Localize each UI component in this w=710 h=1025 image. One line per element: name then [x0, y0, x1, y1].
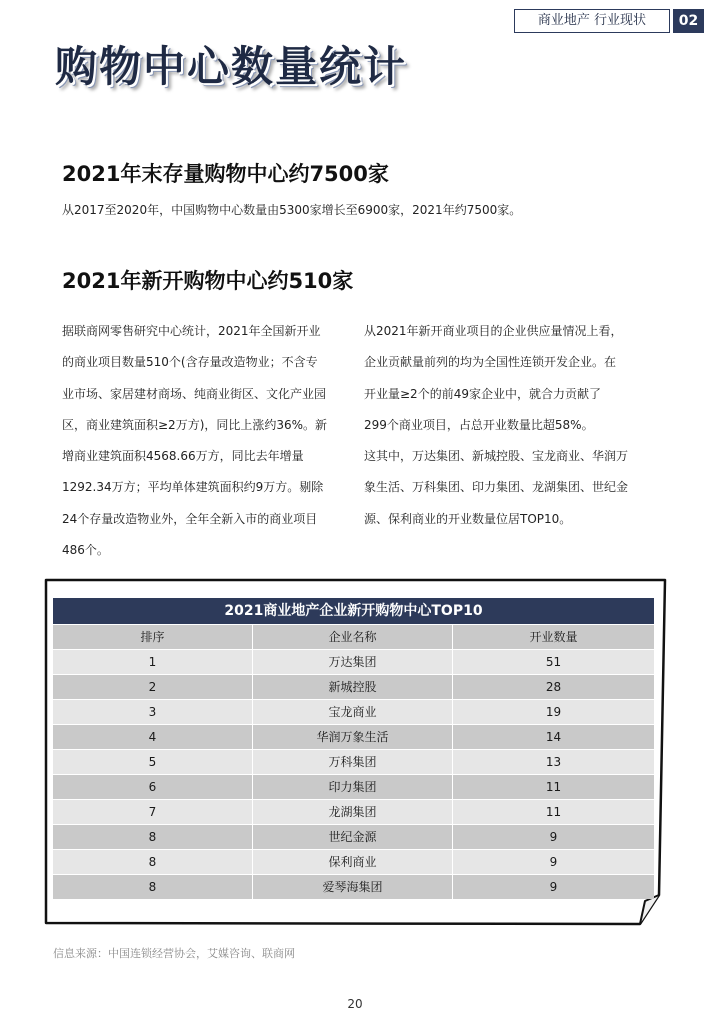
company-cell: 宝龙商业 [253, 700, 453, 724]
count-cell: 9 [549, 880, 558, 894]
count-cell: 13 [545, 755, 562, 769]
count-cell: 28 [545, 680, 562, 694]
count-cell: 11 [545, 805, 562, 819]
company-cell: 华润万象生活 [253, 725, 453, 749]
text-line: 企业贡献量前列的均为全国性连锁开发企业。在 [364, 355, 617, 370]
rank-cell: 6 [53, 775, 253, 799]
text-line: 区，商业建筑面积≥2万方)，同比上涨约36%。新 [62, 417, 328, 432]
text-line: 开业量≥2个的前49家企业中，就合力贡献了 [364, 386, 601, 401]
section2-heading: 2021年新开购物中心约510家 [62, 269, 354, 293]
company-cell: 新城控股 [253, 675, 453, 699]
company-cell: 保利商业 [253, 850, 453, 874]
table-row [53, 674, 654, 699]
section-tag-label: 商业地产 行业现状 [514, 9, 670, 33]
text-line: 24个存量改造物业外，全年全新入市的商业项目 [62, 511, 318, 526]
company-cell: 万科集团 [253, 750, 453, 774]
page-number: 20 [347, 997, 363, 1011]
rank-cell: 7 [53, 800, 253, 824]
text-line: 486个。 [62, 543, 109, 558]
table-row [53, 649, 654, 674]
top10-table [53, 598, 654, 899]
table-row [53, 849, 654, 874]
rank-cell: 8 [53, 825, 253, 849]
text-line: 象生活、万科集团、印力集团、龙湖集团、世纪金 [364, 480, 629, 495]
table-row [53, 724, 654, 749]
text-line: 源、保利商业的开业数量位居TOP10。 [364, 511, 572, 526]
text-line: 1292.34万方；平均单体建筑面积约9万方。剔除 [62, 480, 324, 495]
rank-cell: 1 [53, 650, 253, 674]
text-line: 的商业项目数量510个(含存量改造物业；不含专 [62, 355, 318, 370]
company-cell: 印力集团 [253, 775, 453, 799]
count-cell: 9 [549, 830, 558, 844]
table-title: 2021商业地产企业新开购物中心TOP10 [53, 598, 654, 624]
section-tag [514, 9, 704, 33]
company-cell: 龙湖集团 [253, 800, 453, 824]
rank-cell: 2 [53, 675, 253, 699]
table-header-row [53, 624, 654, 649]
rank-cell: 8 [53, 850, 253, 874]
rank-cell: 8 [53, 875, 253, 899]
company-cell: 世纪金源 [253, 825, 453, 849]
table-row [53, 699, 654, 724]
text-line: 据联商网零售研究中心统计，2021年全国新开业 [62, 324, 321, 338]
table-row [53, 774, 654, 799]
table-row [53, 874, 654, 899]
section1-heading: 2021年末存量购物中心约7500家 [62, 162, 389, 186]
right-column-text [364, 316, 654, 535]
rank-cell: 3 [53, 700, 253, 724]
rank-cell: 5 [53, 750, 253, 774]
text-line: 增商业建筑面积4568.66万方，同比去年增量 [62, 449, 304, 464]
section-tag-number: 02 [673, 9, 704, 33]
text-line: 业市场、家居建材商场、纯商业街区、文化产业园 [62, 386, 327, 401]
source-note: 信息来源：中国连锁经营协会，艾媒咨询、联商网 [53, 947, 295, 960]
company-cell: 爱琴海集团 [253, 875, 453, 899]
text-line: 从2021年新开商业项目的企业供应量情况上看， [364, 324, 623, 338]
header-count: 开业数量 [529, 630, 578, 644]
text-line: 这其中，万达集团、新城控股、宝龙商业、华润万 [364, 449, 629, 464]
header-rank: 排序 [53, 625, 253, 649]
header-company: 企业名称 [253, 625, 453, 649]
table-row [53, 749, 654, 774]
count-cell: 19 [545, 705, 562, 719]
rank-cell: 4 [53, 725, 253, 749]
count-cell: 51 [545, 655, 562, 669]
count-cell: 11 [545, 780, 562, 794]
count-cell: 14 [545, 730, 562, 744]
page-title: 购物中心数量统计 [55, 42, 408, 91]
count-cell: 9 [549, 855, 558, 869]
table-row [53, 824, 654, 849]
left-column-text [62, 316, 352, 566]
section1-text: 从2017至2020年，中国购物中心数量由5300家增长至6900家，2021年约7500家。 [62, 203, 522, 217]
table-row [53, 799, 654, 824]
text-line: 299个商业项目，占总开业数量比超58%。 [364, 417, 594, 432]
company-cell: 万达集团 [253, 650, 453, 674]
